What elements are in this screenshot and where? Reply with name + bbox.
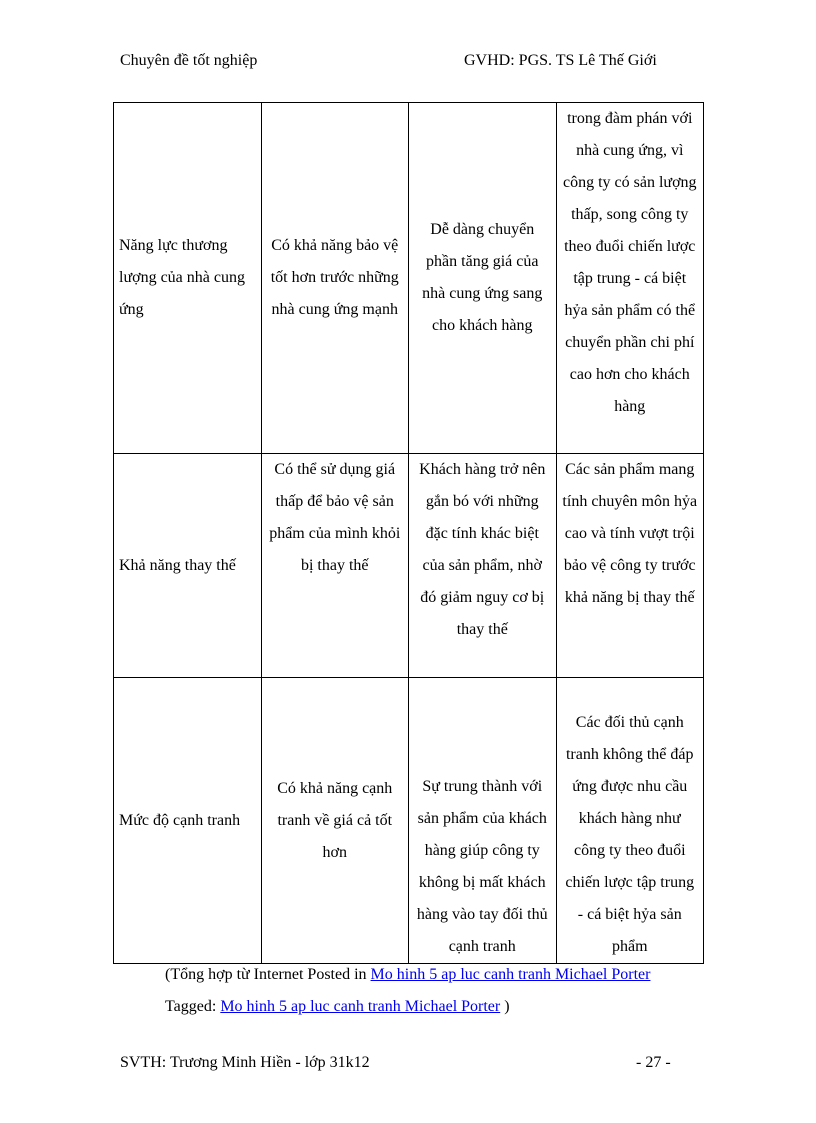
tagged-link[interactable]: Mo hinh 5 ap luc canh tranh Michael Porter <box>220 998 501 1015</box>
footer-author: SVTH: Trương Minh Hiền - lớp 31k12 <box>120 1054 370 1071</box>
table-cell: Các đối thủ cạnh tranh không thể đáp ứng được nhu cầu khách hàng như công ty theo đuổi chiến lược tập trung - cá biệt hỷa sản phẩm <box>556 678 704 964</box>
table-row <box>114 454 704 678</box>
header-right-advisor: GVHD: PGS. TS Lê Thế Giới <box>464 52 657 69</box>
table-cell: Khách hàng trở nên gắn bó với những đặc tính khác biệt của sản phẩm, nhờ đó giảm nguy cơ bị thay thế <box>409 454 557 678</box>
row-label: Năng lực thương lượng của nhà cung ứng <box>114 103 262 454</box>
row-label: Mức độ cạnh tranh <box>114 678 262 964</box>
table-cell: Dễ dàng chuyển phần tăng giá của nhà cung ứng sang cho khách hàng <box>409 103 557 454</box>
table-cell: Các sản phẩm mang tính chuyên môn hỷa cao và tính vượt trội bảo vệ công ty trước khả năng bị thay thế <box>556 454 704 678</box>
table-cell: Có thể sử dụng giá thấp để bảo vệ sản phẩm của mình khỏi bị thay thế <box>261 454 409 678</box>
table-row <box>114 103 704 454</box>
source-prefix: (Tổng hợp từ Internet Posted in <box>165 966 371 983</box>
source-link[interactable]: Mo hinh 5 ap luc canh tranh Michael Porter <box>370 966 651 983</box>
tagged-note <box>165 997 510 1017</box>
tagged-prefix: Tagged: <box>165 998 221 1015</box>
source-note <box>165 965 650 985</box>
table-cell: Có khả năng cạnh tranh về giá cả tốt hơn <box>261 678 409 964</box>
table-row <box>114 678 704 964</box>
table-cell: trong đàm phán với nhà cung ứng, vì công ty có sản lượng thấp, song công ty theo đuổi chiến lược tập trung - cá biệt hỷa sản phẩm có thể chuyển phần chi phí cao hơn cho khách hàng <box>556 103 704 454</box>
row-label: Khả năng thay thế <box>114 454 262 678</box>
comparison-table <box>113 102 704 964</box>
page-number: - 27 - <box>636 1054 671 1071</box>
header-left-title: Chuyên đề tốt nghiệp <box>120 52 258 69</box>
source-suffix: ) <box>500 998 510 1015</box>
table-cell: Sự trung thành với sản phẩm của khách hàng giúp công ty không bị mất khách hàng vào tay đối thủ cạnh tranh <box>409 678 557 964</box>
table-cell: Có khả năng bảo vệ tốt hơn trước những nhà cung ứng mạnh <box>261 103 409 454</box>
